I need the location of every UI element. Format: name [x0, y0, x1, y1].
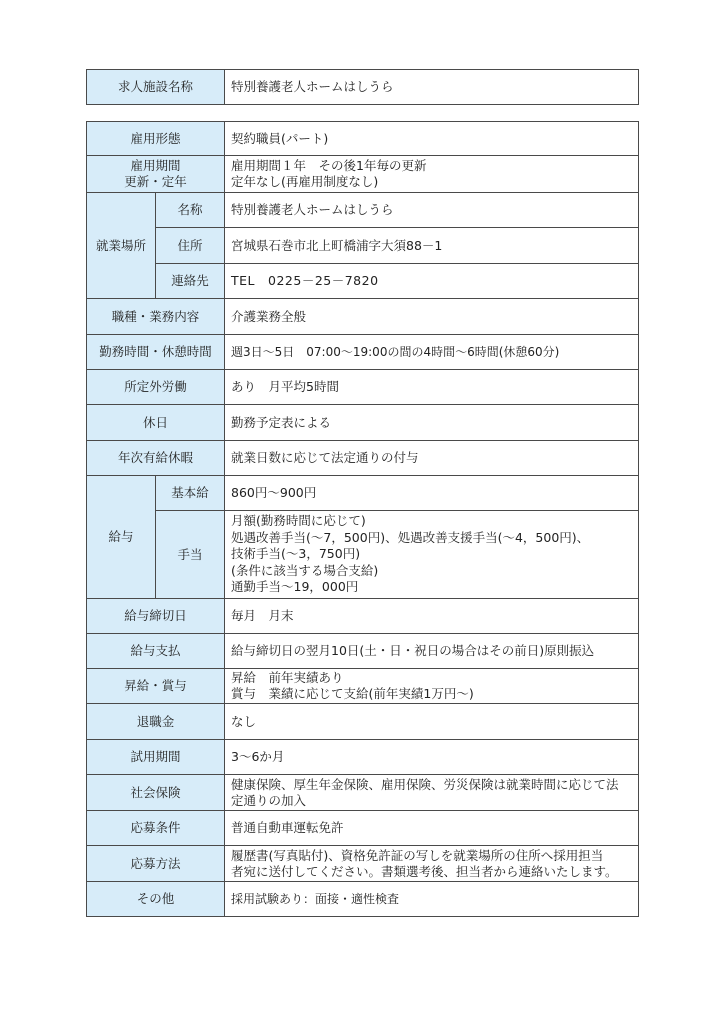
pay-day-value: 給与締切日の翌月10日(土・日・祝日の場合はその前日)原則振込 — [225, 634, 639, 669]
holidays-row — [87, 405, 639, 441]
employment-period-label — [87, 156, 225, 193]
application-value — [225, 846, 639, 882]
insurance-line2: 定通りの加入 — [231, 792, 307, 808]
salary-base-label: 基本給 — [156, 476, 225, 511]
application-row — [87, 846, 639, 882]
employment-period-value-line1: 雇用期間１年 その後1年毎の更新 — [231, 158, 427, 173]
workplace-contact-label: 連絡先 — [156, 264, 225, 299]
job-details-table — [86, 121, 639, 917]
workplace-name-label: 名称 — [156, 193, 225, 228]
insurance-row — [87, 775, 639, 811]
retirement-row — [87, 704, 639, 740]
work-hours-row — [87, 335, 639, 370]
job-type-row — [87, 299, 639, 335]
requirements-row — [87, 811, 639, 846]
allowance-line: 処遇改善手当(～7，500円)、処遇改善支援手当(～4，500円)、 — [231, 529, 590, 545]
pay-day-label: 給与支払 — [87, 634, 225, 669]
salary-allowance-row — [87, 511, 639, 599]
facility-row — [87, 70, 639, 105]
allowance-line: (条件に該当する場合支給) — [231, 562, 379, 578]
workplace-label: 就業場所 — [87, 193, 156, 299]
salary-base-row — [87, 476, 639, 511]
work-hours-value: 週3日～5日 07:00～19:00の間の4時間～6時間(休憩60分) — [225, 335, 639, 370]
overtime-value: あり 月平均5時間 — [225, 370, 639, 405]
insurance-value — [225, 775, 639, 811]
workplace-contact-value: TEL 0225－25－7820 — [225, 264, 639, 299]
other-row — [87, 882, 639, 917]
allowance-line: 通勤手当～19，000円 — [231, 579, 359, 595]
workplace-address-row — [87, 228, 639, 264]
employment-period-value-line2: 定年なし(再雇用制度なし) — [231, 174, 379, 189]
salary-allowance-label: 手当 — [156, 511, 225, 599]
facility-label: 求人施設名称 — [87, 70, 225, 105]
trial-value: 3～6か月 — [225, 740, 639, 775]
employment-type-label: 雇用形態 — [87, 122, 225, 156]
facility-value: 特別養護老人ホームはしうら — [225, 70, 639, 105]
allowance-line: 技術手当(～3，750円) — [231, 546, 361, 562]
raise-bonus-label: 昇給・賞与 — [87, 669, 225, 704]
other-label: その他 — [87, 882, 225, 917]
holidays-label: 休日 — [87, 405, 225, 441]
workplace-name-value: 特別養護老人ホームはしうら — [225, 193, 639, 228]
overtime-label: 所定外労働 — [87, 370, 225, 405]
job-type-label: 職種・業務内容 — [87, 299, 225, 335]
workplace-address-value: 宮城県石巻市北上町橋浦字大須88－1 — [225, 228, 639, 264]
employment-period-row — [87, 156, 639, 193]
allowance-line: 月額(勤務時間に応じて) — [231, 513, 366, 529]
workplace-name-row — [87, 193, 639, 228]
raise-bonus-row — [87, 669, 639, 704]
pay-cutoff-label: 給与締切日 — [87, 599, 225, 634]
workplace-address-label: 住所 — [156, 228, 225, 264]
salary-base-value: 860円～900円 — [225, 476, 639, 511]
requirements-label: 応募条件 — [87, 811, 225, 846]
paid-leave-value: 就業日数に応じて法定通りの付与 — [225, 441, 639, 476]
insurance-label: 社会保険 — [87, 775, 225, 811]
job-type-value: 介護業務全般 — [225, 299, 639, 335]
work-hours-label: 勤務時間・休憩時間 — [87, 335, 225, 370]
application-label: 応募方法 — [87, 846, 225, 882]
raise-bonus-value — [225, 669, 639, 704]
employment-type-value: 契約職員(パート) — [225, 122, 639, 156]
salary-allowance-value — [225, 511, 639, 599]
application-line2: 者宛に送付してください。書類選考後、担当者から連絡いたします。 — [231, 863, 618, 879]
employment-period-label-line1: 雇用期間 — [130, 158, 181, 173]
retirement-label: 退職金 — [87, 704, 225, 740]
employment-type-row — [87, 122, 639, 156]
employment-period-value — [225, 156, 639, 193]
facility-table — [86, 69, 639, 105]
raise-bonus-line1: 昇給 前年実績あり — [231, 670, 344, 685]
trial-label: 試用期間 — [87, 740, 225, 775]
insurance-line1: 健康保険、厚生年金保険、雇用保険、労災保険は就業時間に応じて法 — [231, 776, 619, 792]
paid-leave-label: 年次有給休暇 — [87, 441, 225, 476]
workplace-contact-row — [87, 264, 639, 299]
pay-cutoff-row — [87, 599, 639, 634]
requirements-value: 普通自動車運転免許 — [225, 811, 639, 846]
pay-day-row — [87, 634, 639, 669]
holidays-value: 勤務予定表による — [225, 405, 639, 441]
employment-period-label-line2: 更新・定年 — [124, 174, 187, 189]
other-value: 採用試験あり：面接・適性検査 — [225, 882, 639, 917]
paid-leave-row — [87, 441, 639, 476]
raise-bonus-line2: 賞与 業績に応じて支給(前年実績1万円～) — [231, 686, 474, 701]
application-line1: 履歴書(写真貼付)、資格免許証の写しを就業場所の住所へ採用担当 — [231, 847, 604, 863]
pay-cutoff-value: 毎月 月末 — [225, 599, 639, 634]
retirement-value: なし — [225, 704, 639, 740]
salary-label: 給与 — [87, 476, 156, 599]
overtime-row — [87, 370, 639, 405]
trial-row — [87, 740, 639, 775]
